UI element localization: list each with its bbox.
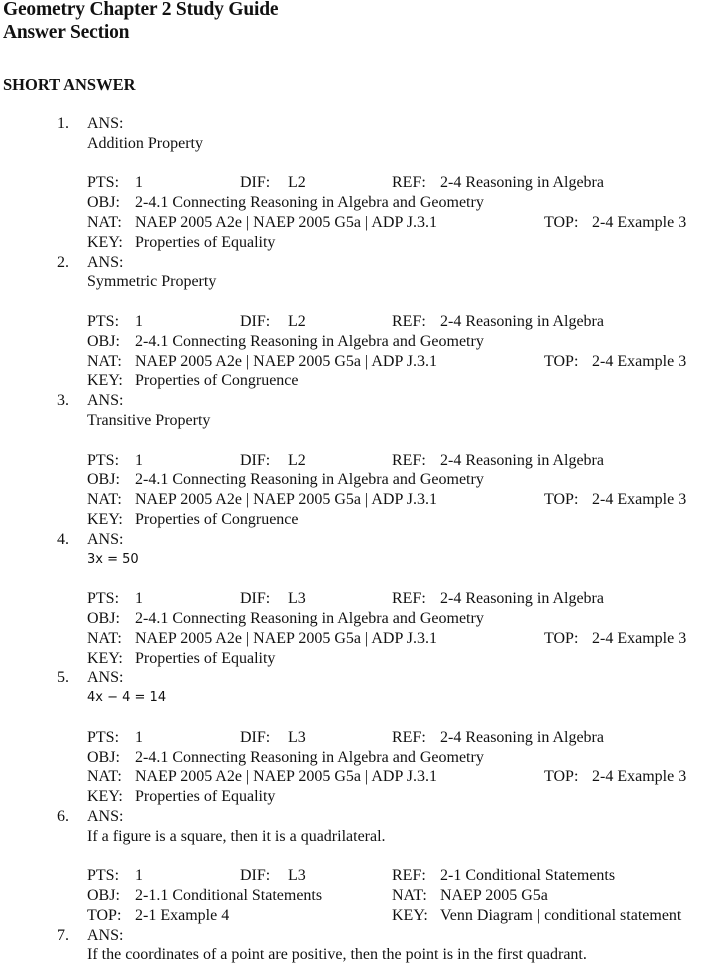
meta-label: OBJ: bbox=[87, 609, 120, 627]
answer-line bbox=[0, 945, 703, 965]
meta-row bbox=[0, 787, 703, 807]
meta-row bbox=[0, 213, 703, 233]
blank-line bbox=[0, 708, 703, 728]
question-number: 2. bbox=[57, 253, 69, 271]
meta-row bbox=[0, 332, 703, 352]
meta-value: 2-4.1 Connecting Reasoning in Algebra and Geometry bbox=[135, 332, 484, 350]
meta-value: L2 bbox=[288, 312, 306, 330]
meta-label: DIF: bbox=[240, 312, 271, 330]
meta-value: L2 bbox=[288, 451, 306, 469]
meta-row bbox=[0, 510, 703, 530]
meta-value: 2-4 Reasoning in Algebra bbox=[440, 174, 604, 192]
question-number: 5. bbox=[57, 669, 69, 687]
answer-header-line bbox=[0, 926, 703, 946]
answer-item bbox=[0, 114, 703, 253]
meta-value: 2-4 Example 3 bbox=[592, 629, 687, 647]
meta-label: OBJ: bbox=[87, 471, 120, 489]
meta-value: 2-4.1 Connecting Reasoning in Algebra and Geometry bbox=[135, 471, 484, 489]
meta-value: 2-4 Reasoning in Algebra bbox=[440, 590, 604, 608]
meta-label: TOP: bbox=[544, 629, 579, 647]
meta-label: NAT: bbox=[87, 629, 122, 647]
meta-value: L2 bbox=[288, 174, 306, 192]
answer-text: Symmetric Property bbox=[87, 273, 217, 291]
meta-label: NAT: bbox=[87, 213, 122, 231]
meta-row bbox=[0, 886, 703, 906]
meta-value: Properties of Equality bbox=[135, 649, 276, 667]
meta-label: KEY: bbox=[87, 233, 123, 251]
answer-line bbox=[0, 134, 703, 154]
meta-value: NAEP 2005 A2e | NAEP 2005 G5a | ADP J.3.1 bbox=[135, 352, 437, 370]
meta-row bbox=[0, 233, 703, 253]
meta-value: 1 bbox=[135, 867, 143, 885]
meta-value: 1 bbox=[135, 728, 143, 746]
meta-label: TOP: bbox=[544, 213, 579, 231]
document-subtitle: Answer Section bbox=[3, 22, 130, 43]
section-heading: SHORT ANSWER bbox=[3, 75, 136, 94]
answer-item bbox=[0, 253, 703, 392]
ans-label: ANS: bbox=[87, 530, 124, 548]
answer-header-line bbox=[0, 114, 703, 134]
answer-line bbox=[0, 827, 703, 847]
meta-label: TOP: bbox=[544, 768, 579, 786]
question-number: 7. bbox=[57, 926, 69, 944]
meta-label: OBJ: bbox=[87, 332, 120, 350]
question-number: 3. bbox=[57, 392, 69, 410]
meta-value: Venn Diagram | conditional statement bbox=[440, 906, 682, 924]
ans-label: ANS: bbox=[87, 253, 124, 271]
answer-text: 4x − 4 = 14 bbox=[87, 690, 167, 706]
meta-value: 2-4 Reasoning in Algebra bbox=[440, 312, 604, 330]
meta-value: 2-1 Conditional Statements bbox=[440, 867, 616, 885]
meta-value: 2-4.1 Connecting Reasoning in Algebra and Geometry bbox=[135, 609, 484, 627]
meta-value: Properties of Equality bbox=[135, 788, 276, 806]
question-number: 6. bbox=[57, 807, 69, 825]
meta-value: 2-4 Reasoning in Algebra bbox=[440, 451, 604, 469]
blank-line bbox=[0, 292, 703, 312]
meta-label: DIF: bbox=[240, 590, 271, 608]
meta-row bbox=[0, 352, 703, 372]
meta-label: PTS: bbox=[87, 174, 120, 192]
meta-value: Properties of Congruence bbox=[135, 510, 299, 528]
meta-label: REF: bbox=[392, 312, 426, 330]
answer-item bbox=[0, 668, 703, 807]
meta-row bbox=[0, 767, 703, 787]
meta-label: KEY: bbox=[87, 788, 123, 806]
meta-value: Properties of Equality bbox=[135, 233, 276, 251]
meta-value: 1 bbox=[135, 312, 143, 330]
answer-line bbox=[0, 688, 703, 708]
meta-value: 1 bbox=[135, 451, 143, 469]
meta-row bbox=[0, 173, 703, 193]
meta-label: NAT: bbox=[392, 887, 427, 905]
meta-value: 1 bbox=[135, 174, 143, 192]
meta-row bbox=[0, 906, 703, 926]
meta-label: OBJ: bbox=[87, 887, 120, 905]
meta-label: OBJ: bbox=[87, 748, 120, 766]
meta-row bbox=[0, 589, 703, 609]
meta-value: NAEP 2005 A2e | NAEP 2005 G5a | ADP J.3.1 bbox=[135, 213, 437, 231]
answer-line bbox=[0, 272, 703, 292]
meta-value: L3 bbox=[288, 867, 306, 885]
meta-row bbox=[0, 629, 703, 649]
answer-item bbox=[0, 391, 703, 530]
answer-line bbox=[0, 550, 703, 570]
meta-label: PTS: bbox=[87, 867, 120, 885]
meta-label: DIF: bbox=[240, 728, 271, 746]
meta-value: L3 bbox=[288, 590, 306, 608]
meta-row bbox=[0, 470, 703, 490]
meta-label: NAT: bbox=[87, 768, 122, 786]
meta-label: KEY: bbox=[392, 906, 428, 924]
meta-label: KEY: bbox=[87, 649, 123, 667]
meta-value: 2-4 Example 3 bbox=[592, 491, 687, 509]
meta-label: TOP: bbox=[544, 491, 579, 509]
meta-row bbox=[0, 748, 703, 768]
meta-value: 2-1 Example 4 bbox=[135, 906, 230, 924]
meta-label: REF: bbox=[392, 174, 426, 192]
meta-row bbox=[0, 451, 703, 471]
ans-label: ANS: bbox=[87, 807, 124, 825]
meta-value: NAEP 2005 A2e | NAEP 2005 G5a | ADP J.3.1 bbox=[135, 768, 437, 786]
meta-row bbox=[0, 490, 703, 510]
meta-value: 2-1.1 Conditional Statements bbox=[135, 887, 323, 905]
meta-value: NAEP 2005 A2e | NAEP 2005 G5a | ADP J.3.1 bbox=[135, 491, 437, 509]
ans-label: ANS: bbox=[87, 392, 124, 410]
ans-label: ANS: bbox=[87, 669, 124, 687]
blank-line bbox=[0, 846, 703, 866]
meta-label: PTS: bbox=[87, 451, 120, 469]
meta-value: 2-4 Example 3 bbox=[592, 352, 687, 370]
answer-text: Transitive Property bbox=[87, 411, 211, 429]
answer-header-line bbox=[0, 391, 703, 411]
meta-value: 2-4 Example 3 bbox=[592, 213, 687, 231]
meta-row bbox=[0, 312, 703, 332]
meta-value: 2-4.1 Connecting Reasoning in Algebra and Geometry bbox=[135, 748, 484, 766]
answer-text: Addition Property bbox=[87, 134, 203, 152]
meta-value: NAEP 2005 G5a bbox=[440, 887, 548, 905]
meta-label: PTS: bbox=[87, 312, 120, 330]
meta-label: REF: bbox=[392, 451, 426, 469]
meta-row bbox=[0, 371, 703, 391]
answer-list bbox=[0, 114, 703, 965]
meta-label: KEY: bbox=[87, 372, 123, 390]
meta-value: 1 bbox=[135, 590, 143, 608]
answer-item bbox=[0, 530, 703, 669]
blank-line bbox=[0, 431, 703, 451]
meta-label: REF: bbox=[392, 867, 426, 885]
answer-item bbox=[0, 807, 703, 926]
meta-label: OBJ: bbox=[87, 194, 120, 212]
document-title: Geometry Chapter 2 Study Guide bbox=[3, 0, 279, 20]
meta-row bbox=[0, 609, 703, 629]
meta-value: 2-4.1 Connecting Reasoning in Algebra and Geometry bbox=[135, 194, 484, 212]
meta-label: DIF: bbox=[240, 451, 271, 469]
meta-label: PTS: bbox=[87, 728, 120, 746]
blank-line bbox=[0, 154, 703, 174]
answer-text: 3x = 50 bbox=[87, 551, 139, 567]
meta-row bbox=[0, 193, 703, 213]
meta-label: PTS: bbox=[87, 590, 120, 608]
meta-label: NAT: bbox=[87, 352, 122, 370]
meta-label: REF: bbox=[392, 590, 426, 608]
meta-value: Properties of Congruence bbox=[135, 372, 299, 390]
meta-label: DIF: bbox=[240, 174, 271, 192]
question-number: 1. bbox=[57, 115, 69, 132]
meta-value: NAEP 2005 A2e | NAEP 2005 G5a | ADP J.3.1 bbox=[135, 629, 437, 647]
meta-row bbox=[0, 728, 703, 748]
answer-header-line bbox=[0, 668, 703, 688]
answer-item bbox=[0, 926, 703, 966]
answer-header-line bbox=[0, 253, 703, 273]
question-number: 4. bbox=[57, 530, 69, 548]
meta-label: TOP: bbox=[87, 906, 122, 924]
answer-text: If a figure is a square, then it is a quadrilateral. bbox=[87, 827, 386, 845]
ans-label: ANS: bbox=[87, 115, 124, 132]
meta-label: REF: bbox=[392, 728, 426, 746]
meta-value: 2-4 Reasoning in Algebra bbox=[440, 728, 604, 746]
meta-value: 2-4 Example 3 bbox=[592, 768, 687, 786]
blank-line bbox=[0, 569, 703, 589]
meta-row bbox=[0, 866, 703, 886]
meta-label: DIF: bbox=[240, 867, 271, 885]
meta-label: KEY: bbox=[87, 510, 123, 528]
answer-header-line bbox=[0, 807, 703, 827]
meta-label: NAT: bbox=[87, 491, 122, 509]
ans-label: ANS: bbox=[87, 926, 124, 944]
meta-value: L3 bbox=[288, 728, 306, 746]
answer-line bbox=[0, 411, 703, 431]
answer-header-line bbox=[0, 530, 703, 550]
answer-text: If the coordinates of a point are positive, then the point is in the first quadrant. bbox=[87, 946, 587, 964]
meta-label: TOP: bbox=[544, 352, 579, 370]
meta-row bbox=[0, 649, 703, 669]
